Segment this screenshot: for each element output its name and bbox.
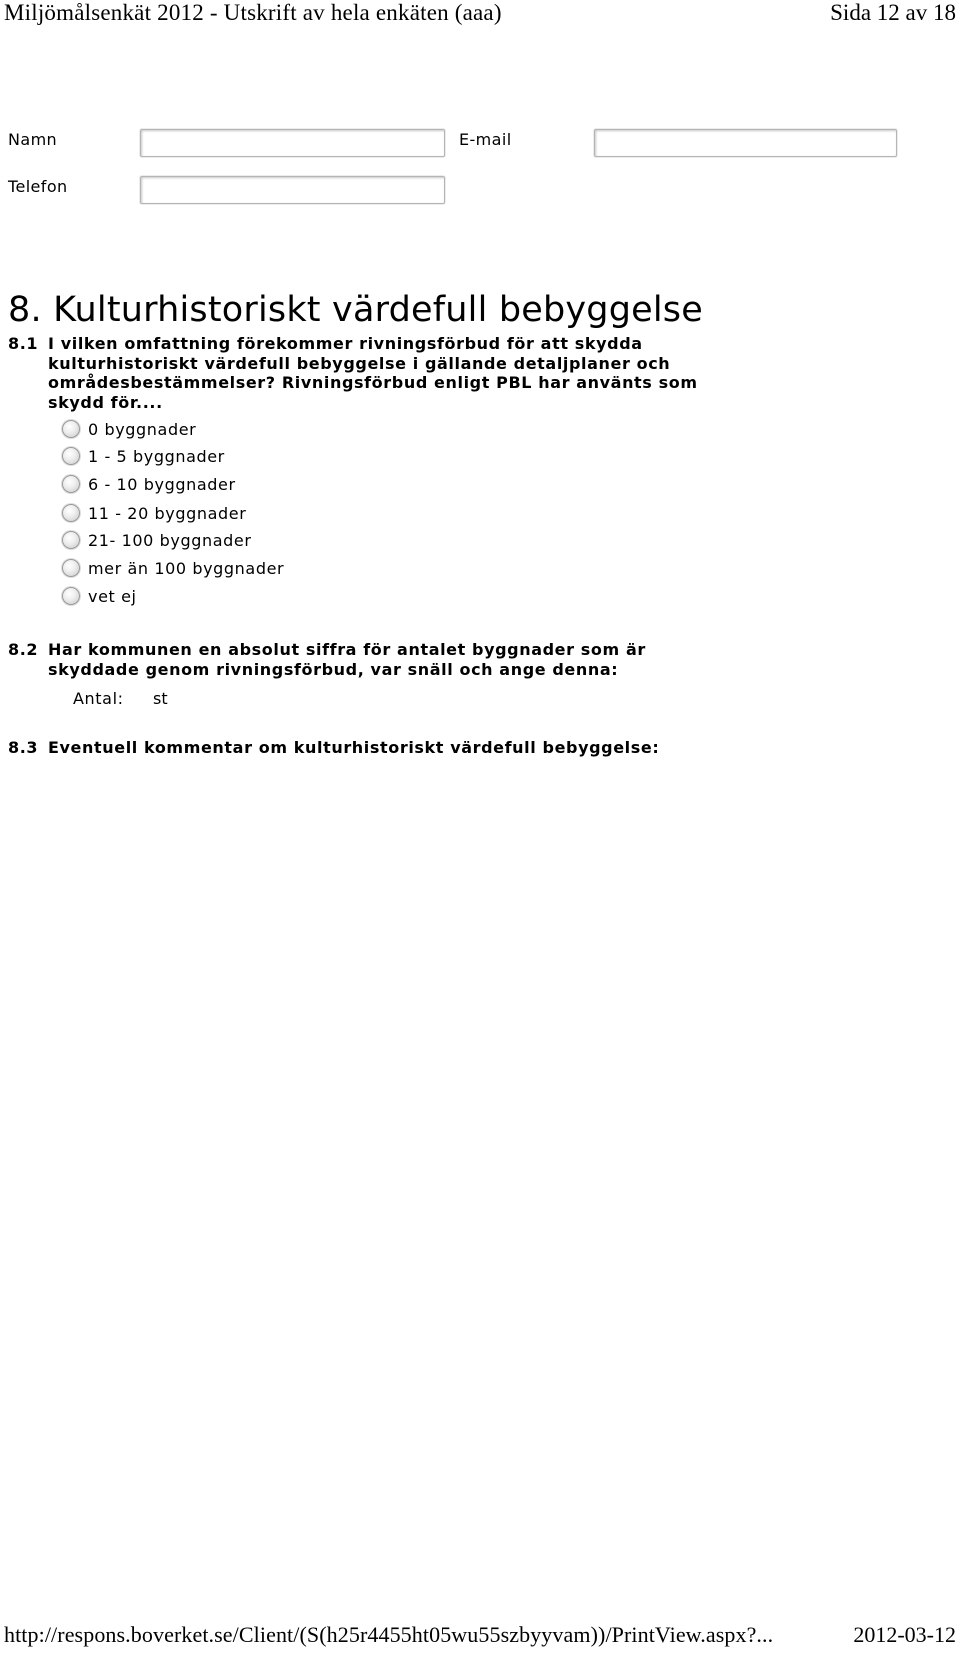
question-number: 8.1 [8,334,39,353]
option-label: 1 - 5 byggnader [88,446,225,466]
option-6-10-byggnader[interactable] [62,471,236,497]
radio-button[interactable] [62,504,80,522]
name-field[interactable] [140,129,445,157]
radio-button[interactable] [62,531,80,549]
option-1-5-byggnader[interactable] [62,443,225,469]
question-text-line: Har kommunen en absolut siffra för antalet byggnader som är [48,640,646,659]
antal-unit: st [153,689,168,708]
name-label: Namn [8,130,58,149]
phone-field[interactable] [140,176,445,204]
option-label: mer än 100 byggnader [88,558,285,578]
question-8-3 [8,738,908,758]
radio-button[interactable] [62,475,80,493]
question-8-1 [8,334,908,412]
question-text-line: kulturhistoriskt värdefull bebyggelse i gällande detaljplaner och [48,353,671,373]
radio-button[interactable] [62,587,80,605]
phone-label: Telefon [8,177,68,196]
option-21-100-byggnader[interactable] [62,527,252,553]
email-field[interactable] [594,129,897,157]
option-label: 21- 100 byggnader [88,530,252,550]
antal-label: Antal: [73,689,124,708]
page-indicator: Sida 12 av 18 [830,0,956,25]
option-0-byggnader[interactable] [62,416,196,442]
question-text-line: skyddade genom rivningsförbud, var snäll och ange denna: [48,659,619,679]
radio-button[interactable] [62,420,80,438]
option-label: 0 byggnader [88,419,197,439]
question-text-line: skydd för.... [48,392,163,412]
radio-button[interactable] [62,559,80,577]
option-label: vet ej [88,586,137,606]
question-text-line: områdesbestämmelser? Rivningsförbud enligt PBL har använts som [48,373,698,392]
question-number: 8.3 [8,738,39,757]
option-label: 11 - 20 byggnader [88,503,247,523]
option-label: 6 - 10 byggnader [88,474,236,494]
option-11-20-byggnader[interactable] [62,500,246,526]
option-vet-ej[interactable] [62,583,137,609]
question-number: 8.2 [8,640,39,659]
question-text: Eventuell kommentar om kulturhistoriskt värdefull bebyggelse: [48,738,660,757]
print-header-title: Miljömålsenkät 2012 - Utskrift av hela enkäten (aaa) [4,0,502,25]
email-label: E-mail [459,130,512,149]
option-mer-an-100-byggnader[interactable] [62,555,284,581]
radio-button[interactable] [62,447,80,465]
section-title: 8. Kulturhistoriskt värdefull bebyggelse [8,290,703,330]
print-footer-url: http://respons.boverket.se/Client/(S(h25r4455ht05wu55szbyyvam))/PrintView.aspx?... [4,1622,774,1647]
print-footer-date: 2012-03-12 [853,1622,956,1647]
question-8-2 [8,640,908,679]
question-text-line: I vilken omfattning förekommer rivningsförbud för att skydda [48,334,643,353]
